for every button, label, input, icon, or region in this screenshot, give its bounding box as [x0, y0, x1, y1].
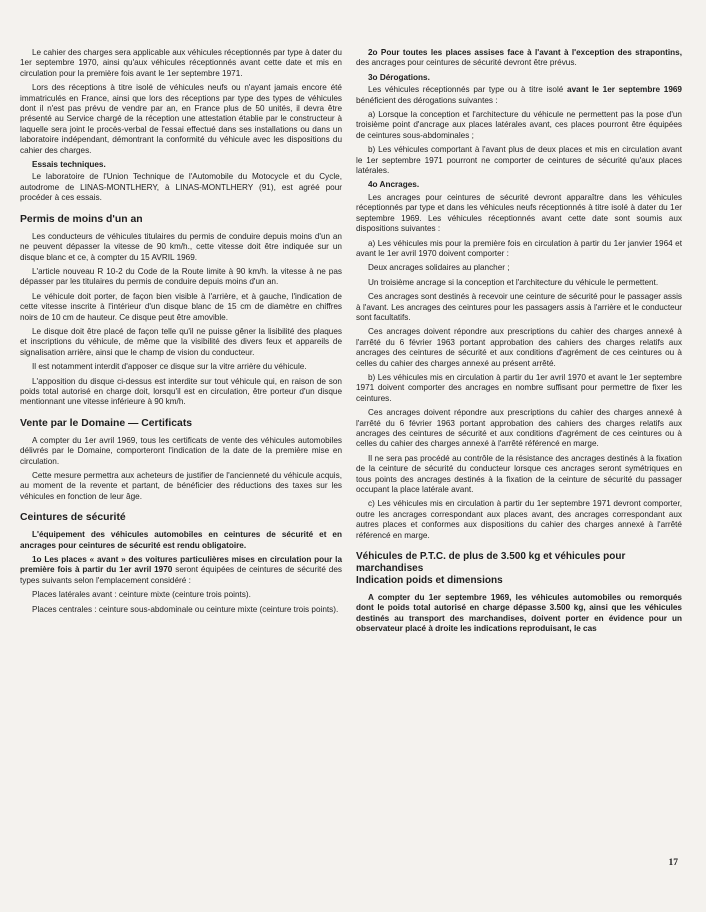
paragraph: Le disque doit être placé de façon telle qu'il ne puisse gêner la lisibilité des plaques et inscriptions du véhicule, de même que la visibilité des divers feux et appareils de signalisation arrière, ainsi que le champ de vision du conducteur. — [20, 326, 342, 357]
page-number: 17 — [668, 858, 678, 868]
paragraph: Le laboratoire de l'Union Technique de l'Automobile du Motocycle et du Cycle, autodrome de LINAS-MONTLHERY, à LINAS-MONTLHERY (91), est agréé pour procéder à ces essais. — [20, 172, 342, 203]
paragraph: Un troisième ancrage si la conception et l'architecture du véhicule le permettent. — [368, 277, 659, 287]
paragraph — [356, 85, 682, 106]
paragraph: Les conducteurs de véhicules titulaires du permis de conduire depuis moins d'un an ne peuvent dépasser la vitesse de 90 km/h., cette vitesse doit être indiquée sur un disque blanc et ce, à compter du 15 AVRIL 1969. — [20, 231, 342, 262]
paragraph: Il ne sera pas procédé au contrôle de la résistance des ancrages destinés à la fixation de la ceinture de sécurité du conducteur lorsque ces ancrages seront symétriques en tous points des ancrages destinés à la fixation de la ceinture de sécurité du passager occupant la place latérale avant. — [356, 453, 682, 495]
paragraph: L'apposition du disque ci-dessus est interdite sur tout véhicule qui, en raison de son poids total autorisé en charge doit, lorsqu'il est en circulation, être porteur d'un disque mentionnant une vitesse inférieure à 90 km/h. — [20, 376, 342, 407]
paragraph: Il est notamment interdit d'apposer ce disque sur la vitre arrière du véhicule. — [32, 362, 307, 372]
section-heading-ptc — [356, 551, 682, 587]
paragraph: Ces ancrages sont destinés à recevoir une ceinture de sécurité pour le passager assis à l'avant. Les ancrages des ceintures pour les passagers assis à l'arrière et le conducteur sont facultatifs. — [356, 292, 682, 322]
section-heading-ceintures: Ceintures de sécurité — [20, 512, 126, 524]
right-column — [356, 48, 682, 639]
paragraph: b) Les véhicules mis en circulation à partir du 1er avril 1970 et avant le 1er septembre 1971 doivent comporter des ancrages en nombre suffisant pour permettre de fixer les ceintures. — [356, 372, 682, 403]
paragraph: Le véhicule doit porter, de façon bien visible à l'arrière, et à gauche, l'indication de cette vitesse inscrite à l'intérieur d'un disque blanc de 15 cm de diamètre en chiffres noirs de 10 cm de hauteur. Ce disque peut être amovible. — [20, 291, 342, 322]
paragraph: Places latérales avant : ceinture mixte (ceinture trois points). — [32, 590, 251, 600]
text-span: des ancrages pour ceintures de sécurité devront être prévus. — [356, 58, 577, 68]
text-span: seront équipées de ceintures de sécurité des types suivants selon l'emplacement considéré : — [20, 565, 342, 585]
subheading-ancrages: 4o Ancrages. — [368, 180, 420, 190]
heading-line: Indication poids et dimensions — [356, 575, 503, 587]
paragraph: Le cahier des charges sera applicable aux véhicules réceptionnés par type à dater du 1er septembre 1970, ainsi qu'aux véhicules réceptionnés avant cette date et mis en circulation pour la première fois avant le 1er septembre 1971. — [20, 48, 342, 78]
paragraph: L'article nouveau R 10-2 du Code de la Route limite à 90 km/h. la vitesse à ne pas dépasser par les titulaires du permis de conduire depuis moins d'un an. — [20, 266, 342, 287]
paragraph: a) Les véhicules mis pour la première fois en circulation à partir du 1er janvier 1964 et avant le 1er avril 1970 doivent comporter : — [356, 238, 682, 258]
section-heading-permis: Permis de moins d'un an — [20, 213, 143, 225]
paragraph: A compter du 1er avril 1969, tous les certificats de vente des véhicules automobiles délivrés par le Domaine, comporteront l'indication de la date de la première mise en circulation. — [20, 435, 342, 466]
paragraph: Les ancrages pour ceintures de sécurité devront apparaître dans les véhicules réceptionnés par type et dans les véhicules neufs réceptionnés à titre isolé à dater du 1er septembre 1969. Les véhicules réceptionnés avant cette date sont soumis aux dispositions suivantes : — [356, 192, 682, 234]
paragraph: Ces ancrages doivent répondre aux prescriptions du cahier des charges annexé à l'arrêté du 6 février 1963 portant approbation des cahiers des charges relatifs aux ancrages des ceintures de sécurité et aux conditions d'agrément de ces ceintures ou à celles du cahier des charges annexé à l'arrêté référencé en marge. — [356, 408, 682, 449]
paragraph-bold: L'équipement des véhicules automobiles en ceintures de sécurité et en ancrages pour ceintures de sécurité est rendu obligatoire. — [20, 530, 342, 550]
subheading-essais: Essais techniques. — [32, 160, 106, 170]
paragraph: a) Lorsque la conception et l'architecture du véhicule ne permettent pas la pose d'un troisième point d'ancrage aux places latérales avant, ces places pourront être équipées de ceintures sous-abdominales ; — [356, 110, 682, 140]
paragraph-bold: A compter du 1er septembre 1969, les véhicules automobiles ou remorqués dont le poids total autorisé en charge dépasse 3.500 kg, ainsi que les véhicules destinés au transport des marchandises, doivent porter en évidence pour un observateur placé à droite les indications reproduisant, le cas — [356, 593, 682, 634]
bold-span: avant le 1er septembre 1969 — [567, 85, 682, 95]
section-heading-vente: Vente par le Domaine — Certificats — [20, 417, 193, 429]
text-span: bénéficient des dérogations suivantes : — [356, 95, 498, 105]
bold-span: 2o Pour toutes les places assises face à l'avant à l'exception des strapontins, — [368, 48, 682, 57]
paragraph — [356, 48, 682, 69]
heading-line: Véhicules de P.T.C. de plus de 3.500 kg et véhicules pour marchandises — [356, 551, 626, 575]
text-span: Les véhicules réceptionnés par type ou à titre isolé — [368, 85, 568, 95]
bold-span: 1o Les places « avant » des voitures particulières mises en circulation pour la première fois à partir du 1er avril 1970 — [20, 555, 342, 575]
subheading-derogations: 3o Dérogations. — [368, 72, 430, 82]
paragraph — [20, 555, 342, 586]
paragraph: Places centrales : ceinture sous-abdominale ou ceinture mixte (ceinture trois points). — [32, 604, 339, 614]
paragraph: Cette mesure permettra aux acheteurs de justifier de l'ancienneté du véhicule acquis, au moment de la revente et partant, de bénéficier des réductions des taxes sur les véhicules en fonction de leur âge. — [20, 471, 342, 501]
paragraph: Ces ancrages doivent répondre aux prescriptions du cahier des charges annexé à l'arrêté du 6 février 1963 portant approbation des cahiers des charges relatifs aux ancrages des ceintures de sécurité et aux conditions d'agrément de ces ceintures ou à celles du cahier des charges annexé au présent arrêté. — [356, 327, 682, 368]
paragraph: Deux ancrages solidaires au plancher ; — [368, 263, 510, 273]
paragraph: c) Les véhicules mis en circulation à partir du 1er septembre 1971 devront comporter, outre les ancrages correspondant aux places avant, des ancrages correspondant aux autres places et conformes aux dispositions du cahier des charges annexé à l'arrêté référencé en marge. — [356, 499, 682, 540]
paragraph: b) Les véhicules comportant à l'avant plus de deux places et mis en circulation avant le 1er septembre 1971 pourront ne comporter de ceintures de sécurité qu'aux places latérales. — [356, 145, 682, 176]
left-column — [20, 48, 342, 619]
paragraph: Lors des réceptions à titre isolé de véhicules neufs ou n'ayant jamais encore été immatriculés en France, ainsi que lors des réceptions par type des types de véhicules dont il n'est pas prévu de vendre par an, en France plus de 50 unités, il devra être présenté au Service chargé de la réception une attestation établie par le constructeur à laquelle sera joint le procès-verbal de l'essai effectué dans ses installations ou dans un laboratoire indépendant, démontrant la conformité du véhicule avec les dispositions du cahier des charges. — [20, 83, 342, 155]
